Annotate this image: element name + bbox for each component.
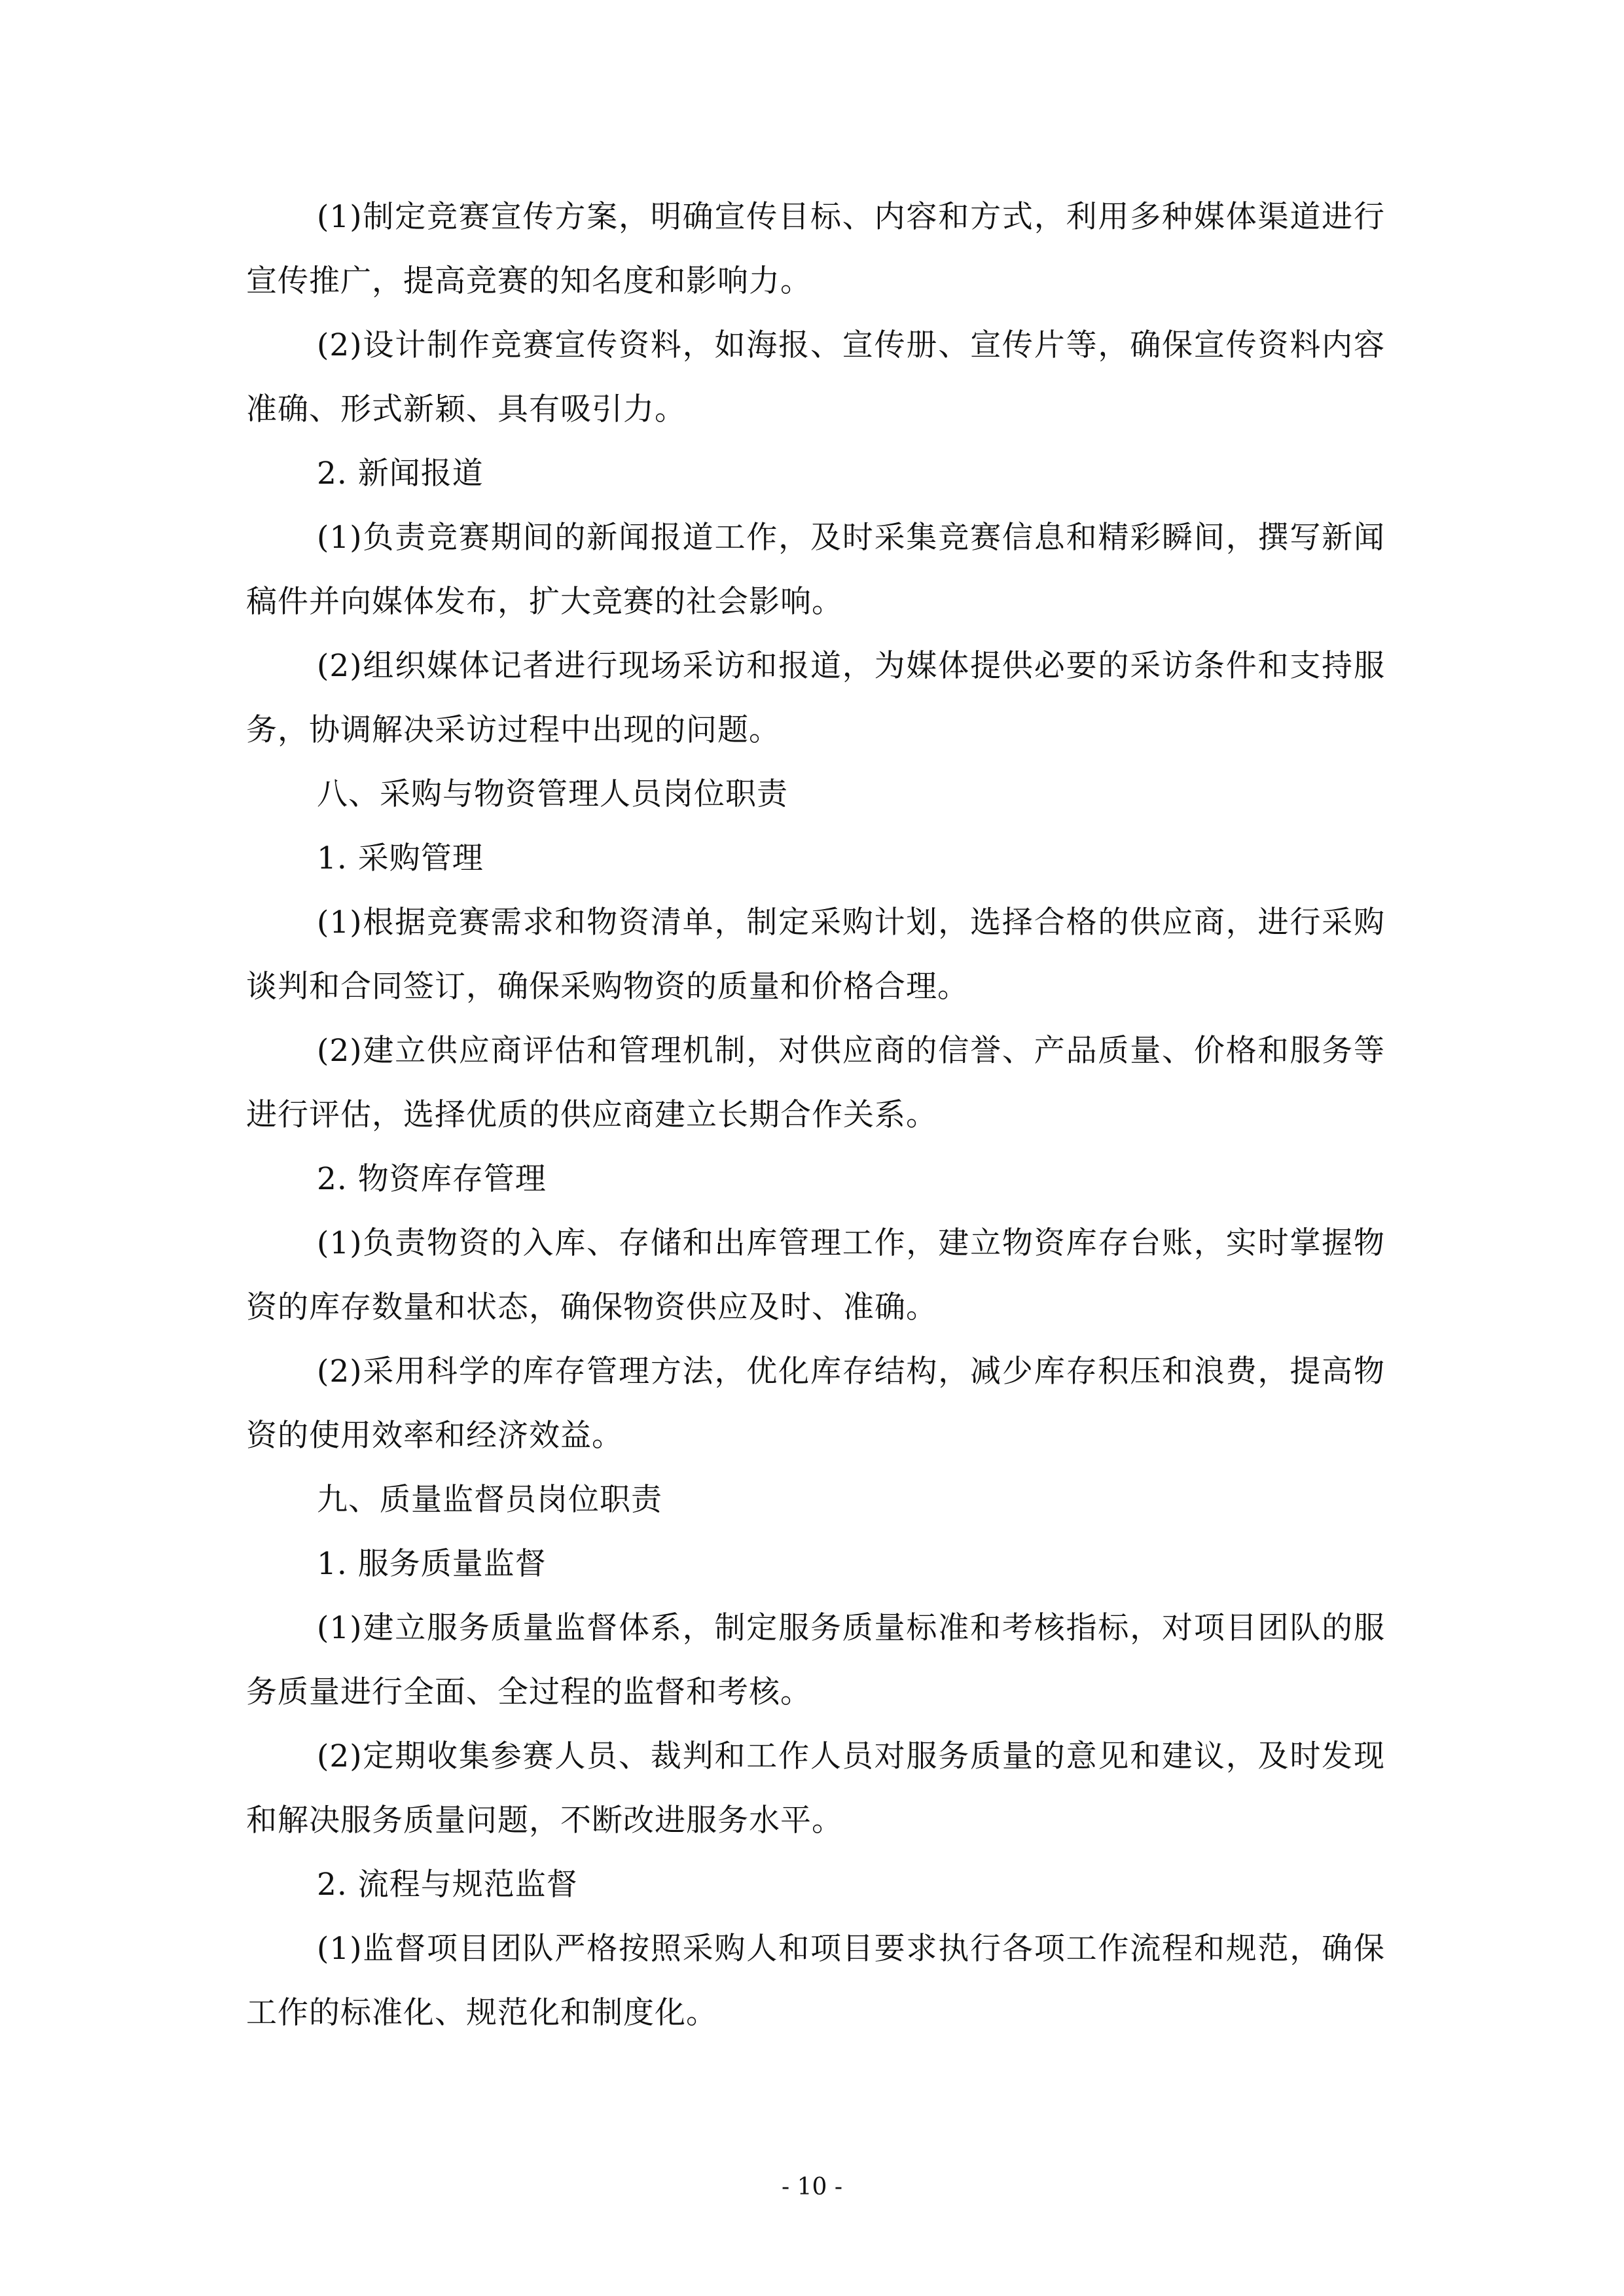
paragraph-process-compliance: (1)监督项目团队严格按照采购人和项目要求执行各项工作流程和规范，确保工作的标准化、规范化和制度化。 [246,1931,1385,2031]
section-heading-quality-supervisor: 九、质量监督员岗位职责 [317,1482,662,1518]
paragraph-promotion-materials: (2)设计制作竞赛宣传资料，如海报、宣传册、宣传片等，确保宣传资料内容准确、形式新颖、具有吸引力。 [246,327,1385,427]
paragraph-quality-feedback: (2)定期收集参赛人员、裁判和工作人员对服务质量的意见和建议，及时发现和解决服务质量问题，不断改进服务水平。 [246,1738,1385,1839]
document-body [246,185,1385,2045]
section-heading-procurement: 八、采购与物资管理人员岗位职责 [317,776,788,812]
paragraph-supplier-evaluation: (2)建立供应商评估和管理机制，对供应商的信誉、产品质量、价格和服务等进行评估，选择优质的供应商建立长期合作关系。 [246,1033,1385,1133]
paragraph-quality-system: (1)建立服务质量监督体系，制定服务质量标准和考核指标，对项目团队的服务质量进行全面、全过程的监督和考核。 [246,1610,1385,1710]
paragraph-media-interviews: (2)组织媒体记者进行现场采访和报道，为媒体提供必要的采访条件和支持服务，协调解决采访过程中出现的问题。 [246,648,1385,748]
subheading-news-reporting: 2. 新闻报道 [317,456,484,492]
paragraph-news-reporting-duty: (1)负责竞赛期间的新闻报道工作，及时采集竞赛信息和精彩瞬间，撰写新闻稿件并向媒体发布，扩大竞赛的社会影响。 [246,520,1385,620]
subheading-service-quality: 1. 服务质量监督 [317,1546,547,1582]
subheading-inventory-management: 2. 物资库存管理 [317,1161,547,1197]
paragraph-promotion-plan: (1)制定竞赛宣传方案，明确宣传目标、内容和方式，利用多种媒体渠道进行宣传推广，提高竞赛的知名度和影响力。 [246,199,1385,299]
subheading-procurement-management: 1. 采购管理 [317,840,484,876]
page-number: - 10 - [781,2174,843,2200]
paragraph-inventory-optimization: (2)采用科学的库存管理方法，优化库存结构，减少库存积压和浪费，提高物资的使用效率和经济效益。 [246,1354,1385,1454]
subheading-process-supervision: 2. 流程与规范监督 [317,1867,578,1903]
paragraph-inventory-ledger: (1)负责物资的入库、存储和出库管理工作，建立物资库存台账，实时掌握物资的库存数量和状态，确保物资供应及时、准确。 [246,1225,1385,1325]
paragraph-procurement-plan: (1)根据竞赛需求和物资清单，制定采购计划，选择合格的供应商，进行采购谈判和合同签订，确保采购物资的质量和价格合理。 [246,905,1385,1005]
